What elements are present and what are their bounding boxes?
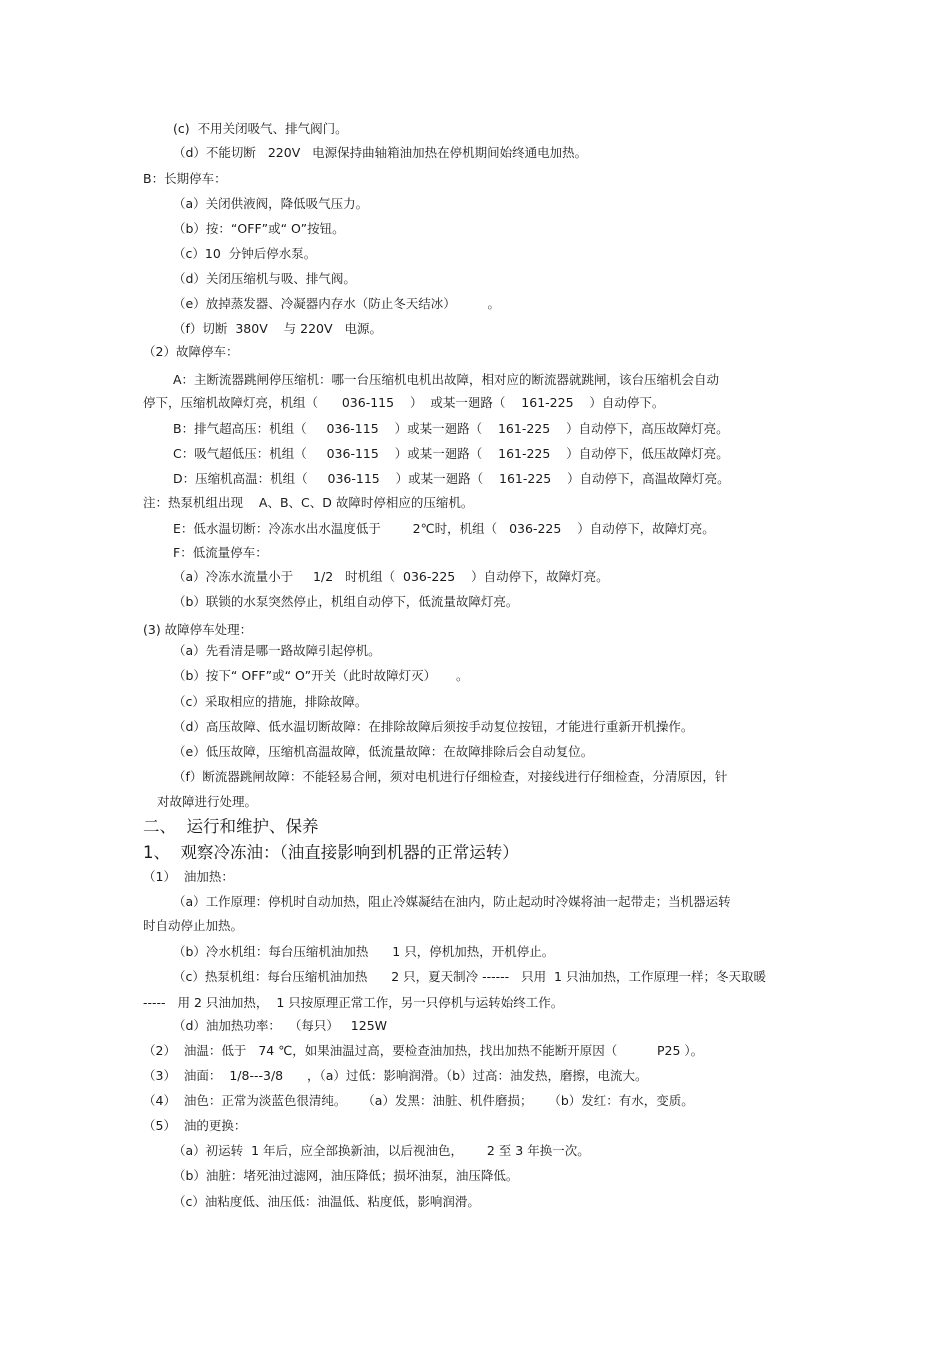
text-line: （d）关闭压缩机与吸、排气阀。 xyxy=(173,271,356,286)
text-line: （d）不能切断 220V 电源保持曲轴箱油加热在停机期间始终通电加热。 xyxy=(173,145,588,160)
text-line: （2） 油温：低于 74 ℃，如果油温过高，要检查油加热，找出加热不能断开原因（ P25 ）。 xyxy=(143,1043,704,1058)
text-line: （b）按下“ OFF”或“ O”开关（此时故障灯灭） 。 xyxy=(173,668,469,683)
text-line: 时自动停止加热。 xyxy=(143,918,244,933)
text-line: （a）初运转 1 年后，应全部换新油，以后视油色， 2 至 3 年换一次。 xyxy=(173,1143,590,1158)
text-line: （b）油脏：堵死油过滤网，油压降低；损坏油泵，油压降低。 xyxy=(173,1168,519,1183)
text-line: （b）按：“OFF”或“ O”按钮。 xyxy=(173,221,345,236)
text-line: C：吸气超低压：机组（ 036-115 ）或某一廻路（ 161-225 ）自动停下，低压故障灯亮。 xyxy=(173,446,729,461)
chapter-heading: 1、 观察冷冻油：（油直接影响到机器的正常运转） xyxy=(143,843,519,862)
chapter-heading: 二、 运行和维护、保养 xyxy=(143,817,319,836)
text-line: (c) 不用关闭吸气、排气阀门。 xyxy=(173,121,348,136)
text-line: （a）工作原理：停机时自动加热，阻止冷媒凝结在油内，防止起动时冷媒将油一起带走；当机器运转 xyxy=(173,894,731,909)
text-line: D：压缩机高温：机组（ 036-115 ）或某一廻路（ 161-225 ）自动停下，高温故障灯亮。 xyxy=(173,471,730,486)
text-line: B：长期停车： xyxy=(143,171,227,186)
text-line: （a）冷冻水流量小于 1/2 时机组（ 036-225 ）自动停下，故障灯亮。 xyxy=(173,569,609,584)
text-line: （b）冷水机组：每台压缩机油加热 1 只，停机加热，开机停止。 xyxy=(173,944,555,959)
text-line: （d）高压故障、低水温切断故障：在排除故障后须按手动复位按钮，才能进行重新开机操作。 xyxy=(173,719,694,734)
text-line: （d）油加热功率： （每只） 125W xyxy=(173,1018,388,1033)
section-heading: （1） 油加热： xyxy=(143,869,234,884)
text-line: （c）10 分钟后停水泵。 xyxy=(173,246,317,261)
text-line: （b）联锁的水泵突然停止，机组自动停下，低流量故障灯亮。 xyxy=(173,594,519,609)
text-line: B：排气超高压：机组（ 036-115 ）或某一廻路（ 161-225 ）自动停下，高压故障灯亮。 xyxy=(173,421,729,436)
text-line: （f）断流器跳闸故障：不能轻易合闸，须对电机进行仔细检查，对接线进行仔细检查，分清原因，针 xyxy=(173,769,728,784)
text-line: （4） 油色：正常为淡蓝色很清纯。 （a）发黑：油脏、机件磨损； （b）发红：有水，变质。 xyxy=(143,1093,694,1108)
text-line: 对故障进行处理。 xyxy=(157,794,258,809)
text-line: （f）切断 380V 与 220V 电源。 xyxy=(173,321,382,336)
text-line: F：低流量停车： xyxy=(173,545,268,560)
text-line: （a）关闭供液阀，降低吸气压力。 xyxy=(173,196,369,211)
section-heading: （5） 油的更换： xyxy=(143,1118,247,1133)
section-heading: （2）故障停车： xyxy=(143,344,239,359)
section-heading: (3) 故障停车处理： xyxy=(143,622,253,637)
text-line: （c）采取相应的措施，排除故障。 xyxy=(173,694,368,709)
text-line: （c）油粘度低、油压低：油温低、粘度低，影响润滑。 xyxy=(173,1194,480,1209)
text-line: （e）低压故障，压缩机高温故障，低流量故障：在故障排除后会自动复位。 xyxy=(173,744,594,759)
text-line: ----- 用 2 只油加热， 1 只按原理正常工作，另一只停机与运转始终工作。 xyxy=(143,995,564,1010)
text-line: E：低水温切断：冷冻水出水温度低于 2℃时，机组（ 036-225 ）自动停下，故障灯亮。 xyxy=(173,521,715,536)
note-line: 注：热泵机组出现 A、B、C、D 故障时停相应的压缩机。 xyxy=(143,495,474,510)
text-line: （3） 油面： 1/8---3/8 ，（a）过低：影响润滑。（b）过高：油发热，磨擦，电流大。 xyxy=(143,1068,648,1083)
text-line: A：主断流器跳闸停压缩机：哪一台压缩机电机出故障，相对应的断流器就跳闸，该台压缩机会自动 xyxy=(173,372,720,387)
text-line: （e）放掉蒸发器、冷凝器内存水（防止冬天结冰） 。 xyxy=(173,296,500,311)
text-line: （c）热泵机组：每台压缩机油加热 2 只，夏天制冷 ------ 只用 1 只油加热，工作原理一样；冬天取暖 xyxy=(173,969,766,984)
text-line: 停下，压缩机故障灯亮，机组（ 036-115 ） 或某一廻路（ 161-225 ）自动停下。 xyxy=(143,395,665,410)
text-line: （a）先看清是哪一路故障引起停机。 xyxy=(173,643,381,658)
